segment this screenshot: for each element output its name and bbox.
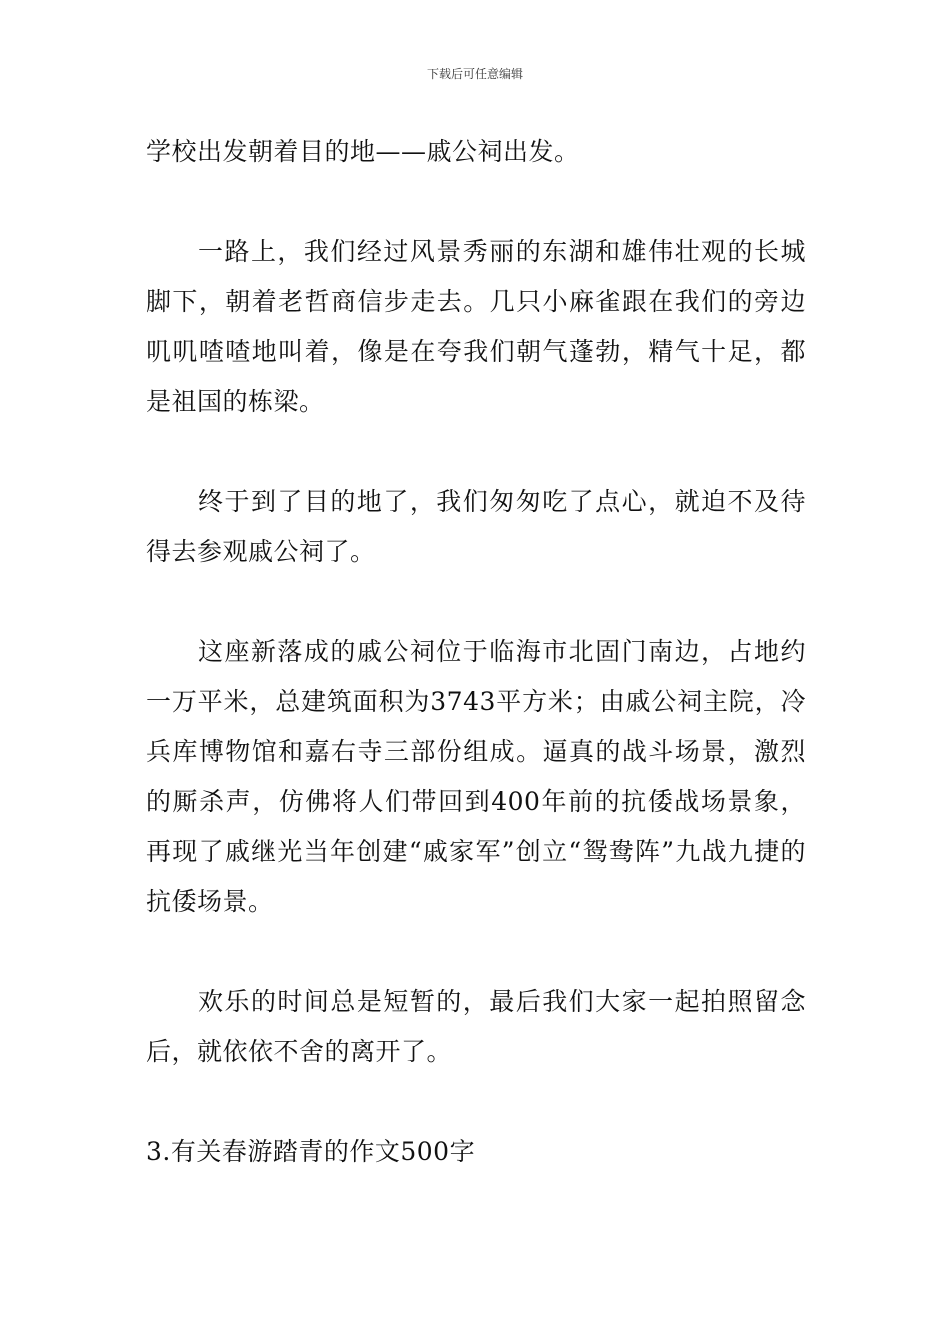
section-heading: 3.有关春游踏青的作文500字: [146, 1137, 476, 1166]
paragraph-spacer: [146, 927, 806, 977]
paragraph-departure: 欢乐的时间总是短暂的，最后我们大家一起拍照留念后，就依依不舍的离开了。: [146, 987, 806, 1066]
paragraph-spacer: [146, 577, 806, 627]
paragraph-journey: 一路上，我们经过风景秀丽的东湖和雄伟壮观的长城脚下，朝着老哲商信步走去。几只小麻雀跟在我们的旁边叽叽喳喳地叫着，像是在夸我们朝气蓬勃，精气十足，都是祖国的栋梁。: [146, 237, 806, 416]
paragraph-arrival: 终于到了目的地了，我们匆匆吃了点心，就迫不及待得去参观戚公祠了。: [146, 487, 806, 566]
paragraph-spacer: [146, 177, 806, 227]
paragraph-continuation: 学校出发朝着目的地——戚公祠出发。: [146, 137, 580, 166]
document-body: [146, 127, 806, 1177]
paragraph-spacer: [146, 1077, 806, 1127]
paragraph-shrine-description: 这座新落成的戚公祠位于临海市北固门南边，占地约一万平米，总建筑面积为3743平方米；由戚公祠主院，冷兵库博物馆和嘉右寺三部份组成。逼真的战斗场景，激烈的厮杀声，仿佛将人们带回到400年前的抗倭战场景象，再现了戚继光当年创建“戚家军”创立“鸳鸯阵”九战九捷的抗倭场景。: [146, 637, 806, 916]
paragraph-spacer: [146, 427, 806, 477]
page-header: 下载后可任意编辑: [426, 67, 523, 81]
